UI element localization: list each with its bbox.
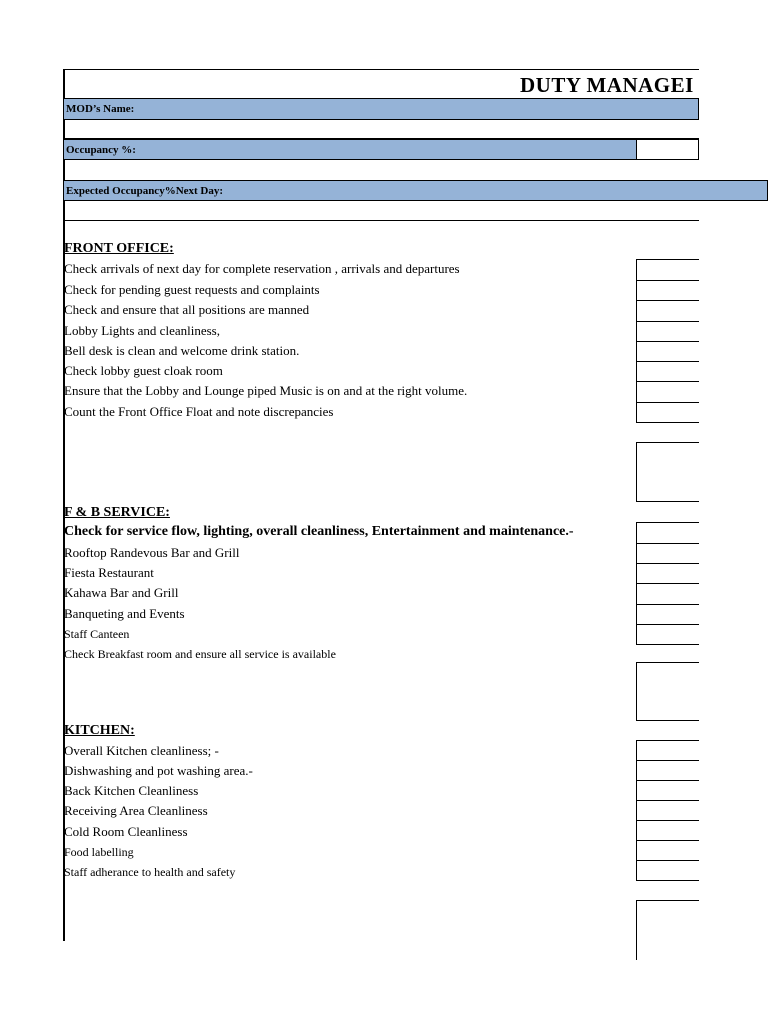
occupancy-band[interactable] xyxy=(63,139,637,160)
fb-service-item: Staff Canteen xyxy=(64,627,130,641)
kitchen-item: Cold Room Cleanliness xyxy=(64,824,188,839)
front-office-item: Check lobby guest cloak room xyxy=(64,363,223,378)
front-office-check-cell[interactable] xyxy=(636,300,699,321)
kitchen-item: Receiving Area Cleanliness xyxy=(64,803,208,818)
kitchen-item: Back Kitchen Cleanliness xyxy=(64,783,199,798)
occupancy-value-cell[interactable] xyxy=(636,139,699,160)
kitchen-item: Food labelling xyxy=(64,845,134,859)
fb-service-notes-cell[interactable] xyxy=(636,662,699,721)
kitchen-check-cell[interactable] xyxy=(636,740,699,761)
front-office-check-cell[interactable] xyxy=(636,402,699,423)
expected-occupancy-label: Expected Occupancy%Next Day: xyxy=(66,185,224,197)
front-office-check-cell[interactable] xyxy=(636,259,699,280)
front-office-item: Ensure that the Lobby and Lounge piped Music is on and at the right volume. xyxy=(64,383,468,398)
fb-service-check-cell[interactable] xyxy=(636,604,699,625)
front-office-check-cell[interactable] xyxy=(636,381,699,402)
kitchen-item: Overall Kitchen cleanliness; - xyxy=(64,743,219,758)
kitchen-item: Staff adherance to health and safety xyxy=(64,865,236,879)
kitchen-item: Dishwashing and pot washing area.- xyxy=(64,763,253,778)
fb-service-check-cell[interactable] xyxy=(636,543,699,564)
kitchen-check-cell[interactable] xyxy=(636,860,699,881)
kitchen-check-cell[interactable] xyxy=(636,840,699,861)
fb-service-item: Fiesta Restaurant xyxy=(64,565,154,580)
front-office-notes-cell[interactable] xyxy=(636,442,699,502)
expected-occupancy-band[interactable] xyxy=(63,180,768,201)
row-divider xyxy=(63,220,699,221)
front-office-check-cell[interactable] xyxy=(636,321,699,342)
fb-service-check-cell[interactable] xyxy=(636,522,699,543)
fb-service-check-cell[interactable] xyxy=(636,563,699,584)
front-office-heading: FRONT OFFICE: xyxy=(64,241,174,256)
fb-service-heading: F & B SERVICE: xyxy=(64,505,170,520)
front-office-item: Check for pending guest requests and complaints xyxy=(64,282,320,297)
front-office-item: Bell desk is clean and welcome drink station. xyxy=(64,343,300,358)
front-office-item: Check arrivals of next day for complete reservation , arrivals and departures xyxy=(64,261,460,276)
frame-top-border xyxy=(63,69,699,70)
kitchen-notes-cell[interactable] xyxy=(636,900,699,960)
mod-name-band[interactable] xyxy=(63,98,699,120)
front-office-check-cell[interactable] xyxy=(636,361,699,382)
kitchen-check-cell[interactable] xyxy=(636,820,699,841)
kitchen-check-cell[interactable] xyxy=(636,760,699,781)
fb-service-check-cell[interactable] xyxy=(636,583,699,604)
mod-name-label: MOD’s Name: xyxy=(66,103,135,115)
fb-service-item: Kahawa Bar and Grill xyxy=(64,585,179,600)
fb-service-item: Rooftop Randevous Bar and Grill xyxy=(64,545,240,560)
front-office-item: Check and ensure that all positions are manned xyxy=(64,302,310,317)
kitchen-check-cell[interactable] xyxy=(636,780,699,801)
occupancy-label: Occupancy %: xyxy=(66,144,136,156)
fb-service-item: Check Breakfast room and ensure all service is available xyxy=(64,647,336,661)
front-office-item: Count the Front Office Float and note discrepancies xyxy=(64,404,334,419)
fb-service-check-cell[interactable] xyxy=(636,624,699,645)
front-office-check-cell[interactable] xyxy=(636,341,699,362)
kitchen-check-cell[interactable] xyxy=(636,800,699,821)
front-office-check-cell[interactable] xyxy=(636,280,699,301)
fb-service-item: Banqueting and Events xyxy=(64,606,185,621)
kitchen-heading: KITCHEN: xyxy=(64,723,135,738)
page-title: DUTY MANAGEI xyxy=(520,73,694,97)
fb-service-intro: Check for service flow, lighting, overall cleanliness, Entertainment and maintenance.- xyxy=(64,524,574,539)
front-office-item: Lobby Lights and cleanliness, xyxy=(64,323,220,338)
